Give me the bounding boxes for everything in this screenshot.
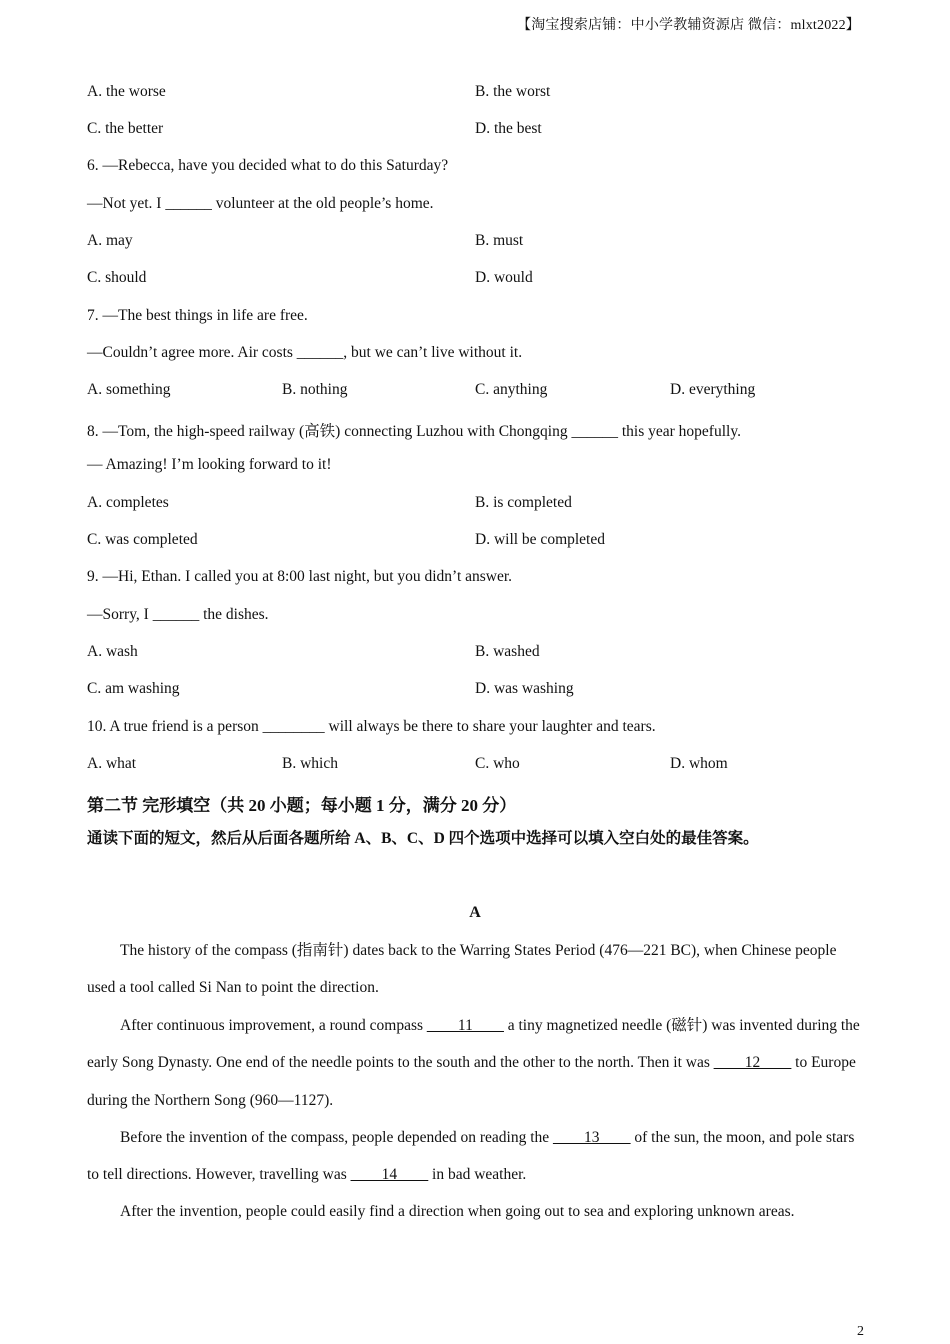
blank-13: ____13____ [553, 1129, 631, 1146]
q7-stem: 7. —The best things in life are free. [87, 307, 308, 324]
paragraph-2-text-c: to Europe during the Northern Song (960—1127). [87, 1054, 856, 1109]
q5-option-d: D. the best [475, 120, 542, 137]
q6-option-b: B. must [475, 232, 524, 249]
paragraph-2-text-b: a tiny magnetized needle (磁针) was invented during the early Song Dynasty. One end of the needle points to the south and the other to the north. Then it was [87, 1017, 860, 1072]
q7-option-d: D. everything [670, 381, 756, 398]
q9-option-b: B. washed [475, 643, 540, 660]
passage-paragraph-3 [87, 1119, 863, 1194]
blank-12: ____12____ [713, 1054, 792, 1072]
q10-option-d: D. whom [670, 755, 728, 772]
q7-option-a: A. something [87, 381, 171, 398]
section-title: 第二节 完形填空（共 20 小题；每小题 1 分，满分 20 分） [87, 796, 517, 815]
paragraph-3-text-c: in bad weather. [428, 1166, 527, 1184]
passage-paragraph-2 [87, 1007, 863, 1119]
q8-option-b: B. is completed [475, 494, 572, 511]
passage-paragraph-1: The history of the compass (指南针) dates back to the Warring States Period (476—221 BC), when Chinese people used a tool called Si Nan to point the direction. [87, 942, 837, 997]
q9-reply: —Sorry, I ______ the dishes. [87, 606, 269, 623]
q9-stem: 9. —Hi, Ethan. I called you at 8:00 last night, but you didn’t answer. [87, 568, 513, 585]
page-header: 【淘宝搜索店铺：中小学教辅资源店 微信：mlxt2022】 [517, 18, 860, 33]
q6-option-d: D. would [475, 269, 533, 286]
paragraph-3-text-b: of the sun, the moon, and pole stars to tell directions. However, travelling was [87, 1129, 855, 1184]
q8-option-d: D. will be completed [475, 531, 605, 548]
q8-reply: — Amazing! I’m looking forward to it! [87, 456, 332, 473]
q9-option-c: C. am washing [87, 680, 180, 697]
q5-option-c: C. the better [87, 120, 164, 137]
q10-option-a: A. what [87, 755, 137, 772]
q6-option-a: A. may [87, 232, 133, 249]
q6-option-c: C. should [87, 269, 147, 286]
passage-paragraph-4: After the invention, people could easily find a direction when going out to sea and exploring unknown areas. [120, 1203, 795, 1220]
q10-option-c: C. who [475, 755, 520, 772]
q5-option-a: A. the worse [87, 83, 166, 100]
paragraph-3-text-a: Before the invention of the compass, people depended on reading the [120, 1129, 554, 1146]
passage-heading: A [469, 904, 481, 921]
q7-reply: —Couldn’t agree more. Air costs ______, but we can’t live without it. [87, 344, 523, 361]
q10-option-b: B. which [282, 755, 338, 772]
q7-option-b: B. nothing [282, 381, 348, 398]
blank-14: ____14____ [350, 1166, 429, 1184]
blank-11: ____11____ [426, 1017, 504, 1034]
q8-option-c: C. was completed [87, 531, 198, 548]
q9-option-a: A. wash [87, 643, 138, 660]
q10-stem: 10. A true friend is a person ________ will always be there to share your laughter and tears. [87, 718, 656, 735]
paragraph-2-text-a: After continuous improvement, a round compass [120, 1017, 427, 1034]
q9-option-d: D. was washing [475, 680, 574, 697]
q8-option-a: A. completes [87, 494, 169, 511]
q7-option-c: C. anything [475, 381, 548, 398]
q6-reply: —Not yet. I ______ volunteer at the old people’s home. [87, 195, 434, 212]
section-instruction: 通读下面的短文，然后从后面各题所给 A、B、C、D 四个选项中选择可以填入空白处的最佳答案。 [87, 830, 759, 847]
q6-stem: 6. —Rebecca, have you decided what to do this Saturday? [87, 157, 449, 174]
page-number: 2 [857, 1324, 864, 1339]
q8-stem: 8. —Tom, the high-speed railway (高铁) connecting Luzhou with Chongqing ______ this year hopefully. [87, 423, 741, 440]
q5-option-b: B. the worst [475, 83, 551, 100]
